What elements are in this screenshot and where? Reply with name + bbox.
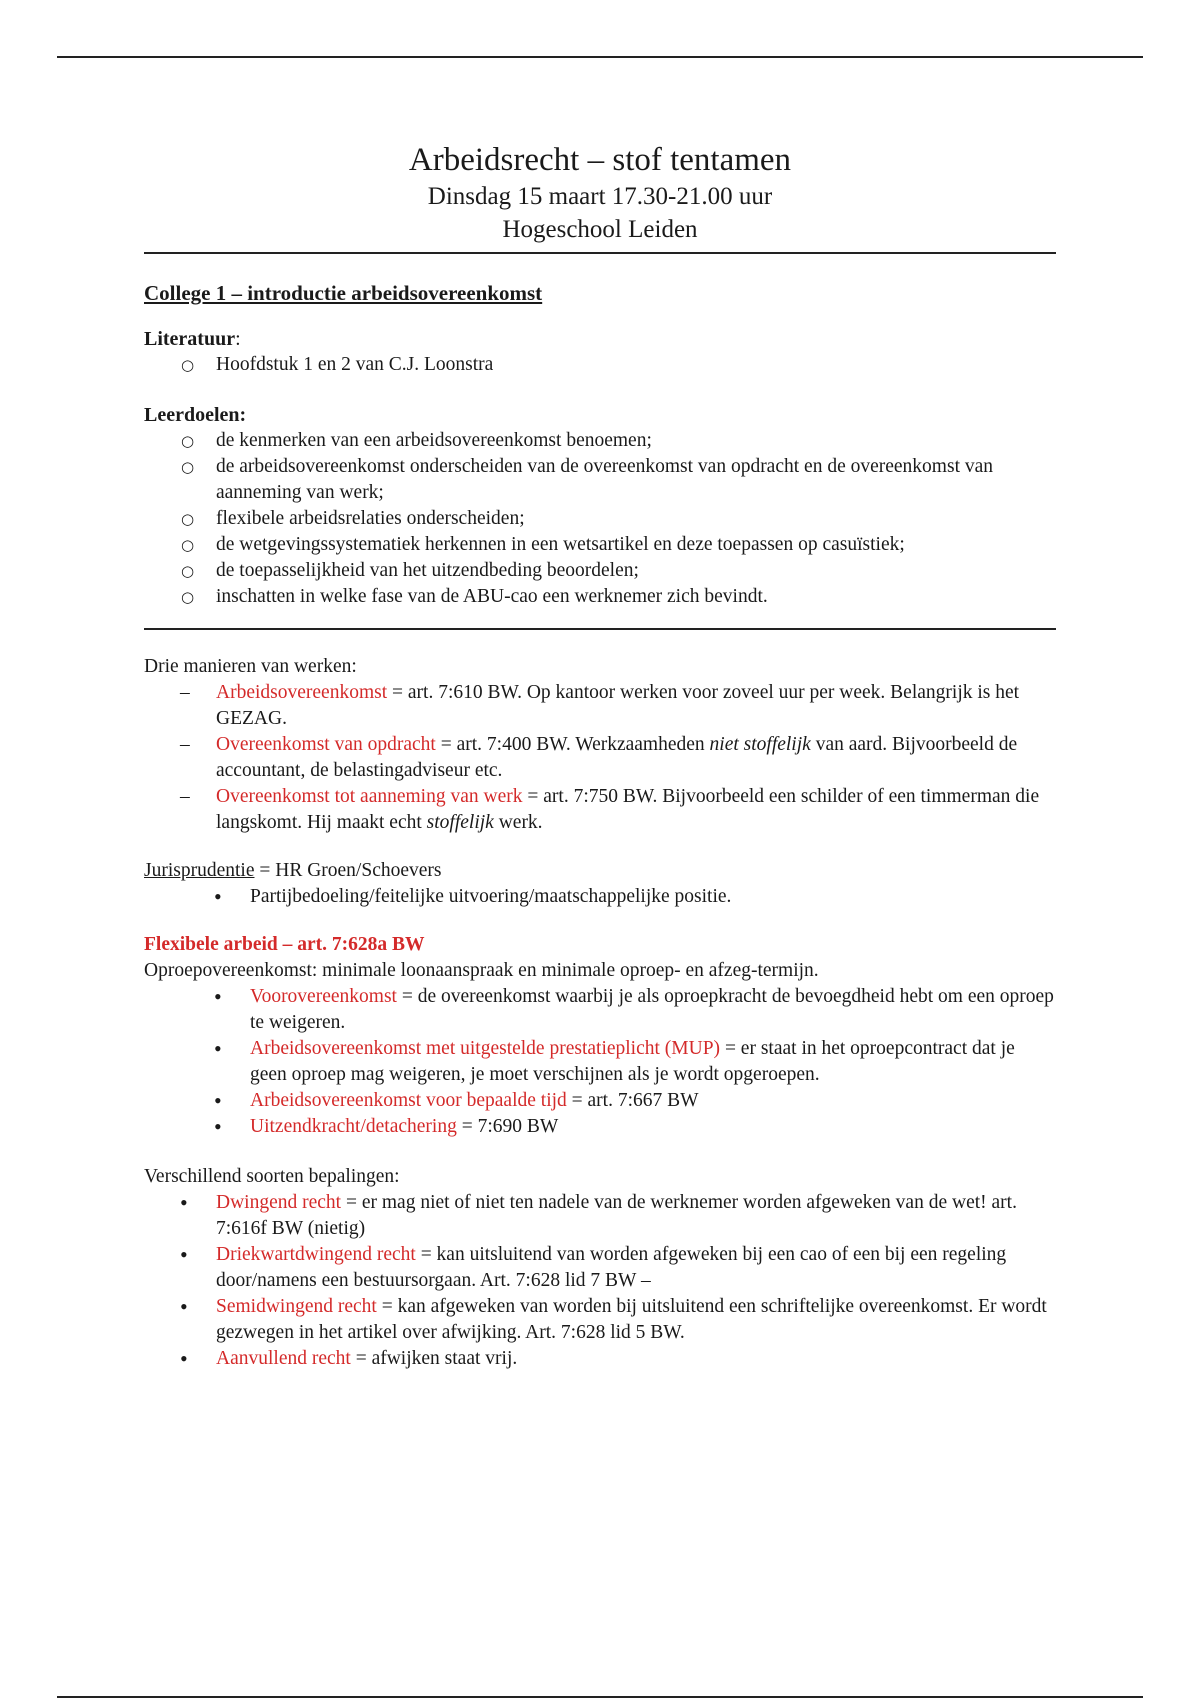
bullet-icon: •: [180, 1242, 188, 1267]
flexibel-intro: Oproepovereenkomst: minimale loonaanspraak en minimale oproep- en afzeg-termijn.: [144, 960, 819, 981]
bepalingen-intro: Verschillend soorten bepalingen:: [144, 1166, 400, 1187]
bullet-icon: •: [214, 884, 222, 909]
term-label: Arbeidsovereenkomst voor bepaalde tijd: [250, 1090, 567, 1111]
circle-bullet-icon: ○: [181, 510, 195, 528]
term-label: Arbeidsovereenkomst: [216, 682, 388, 703]
leerdoelen-list: [144, 428, 1056, 610]
term-definition: = art. 7:610 BW. Op kantoor werken voor zoveel uur per week. Belangrijk is het GEZAG.: [216, 682, 1020, 729]
werken-list: [144, 680, 1056, 836]
dash-bullet-icon: –: [180, 786, 190, 807]
list-item-text: de kenmerken van een arbeidsovereenkomst benoemen;: [216, 430, 652, 451]
list-item-text: Partijbedoeling/feitelijke uitvoering/maatschappelijke positie.: [250, 886, 732, 907]
list-item-text: flexibele arbeidsrelaties onderscheiden;: [216, 508, 525, 529]
term-definition: = de overeenkomst waarbij je als oproepkracht de bevoegdheid hebt om een oproep te weigeren.: [250, 986, 1054, 1033]
circle-bullet-icon: ○: [181, 562, 195, 580]
term-label: Voorovereenkomst: [250, 986, 397, 1007]
literatuur-list: [144, 352, 1056, 378]
emphasis: niet stoffelijk: [709, 734, 811, 755]
college-heading: College 1 – introductie arbeidsovereenkomst: [144, 281, 543, 305]
jurisprudentie-line: [144, 858, 1056, 884]
term-definition-cont: werk.: [493, 812, 543, 833]
jurisprudentie-list: [144, 884, 1056, 910]
list-item: [144, 1242, 1056, 1294]
jurisprudentie-label: Jurisprudentie: [144, 860, 255, 881]
term-label: Semidwingend recht: [216, 1296, 377, 1317]
list-item: [144, 680, 1056, 732]
circle-bullet-icon: ○: [181, 588, 195, 606]
literatuur-colon: :: [235, 328, 241, 350]
term-label: Dwingend recht: [216, 1192, 342, 1213]
term-definition: = afwijken staat vrij.: [350, 1348, 518, 1369]
term-definition: = 7:690 BW: [456, 1116, 559, 1137]
list-item: [144, 1036, 1056, 1088]
term-label: Uitzendkracht/detachering: [250, 1116, 457, 1137]
term-label: Aanvullend recht: [216, 1348, 351, 1369]
top-rule: [57, 56, 1143, 58]
list-item: [144, 984, 1056, 1036]
list-item-text: inschatten in welke fase van de ABU-cao een werknemer zich bevindt.: [216, 586, 768, 607]
list-item: [144, 558, 1056, 584]
dash-bullet-icon: –: [180, 682, 190, 703]
emphasis: stoffelijk: [426, 812, 494, 833]
list-item: [144, 584, 1056, 610]
bullet-icon: •: [214, 984, 222, 1009]
bullet-icon: •: [180, 1294, 188, 1319]
list-item: [144, 532, 1056, 558]
document-page: [144, 140, 1056, 1372]
jurisprudentie-case: = HR Groen/Schoevers: [254, 860, 442, 881]
list-item: [144, 884, 1056, 910]
list-item: [144, 1088, 1056, 1114]
term-definition: = er mag niet of niet ten nadele van de werknemer worden afgeweken van de wet! art. 7:616f BW (nietig): [216, 1192, 1017, 1239]
list-item: [144, 1114, 1056, 1140]
list-item-text: de arbeidsovereenkomst onderscheiden van de overeenkomst van opdracht en de overeenkomst van aanneming van werk;: [216, 456, 994, 503]
term-definition: = art. 7:400 BW. Werkzaamheden: [435, 734, 710, 755]
list-item: [144, 454, 1056, 506]
exam-location: Hogeschool Leiden: [502, 216, 698, 243]
list-item: [144, 352, 1056, 378]
term-definition: = kan uitsluitend van worden afgeweken bij een cao of een bij een regeling door/namens een bestuursorgaan. Art. 7:628 lid 7 BW –: [216, 1244, 1007, 1291]
term-definition: = kan afgeweken van worden bij uitsluitend een schriftelijke overeenkomst. Er wordt gezwegen in het artikel over afwijking. Art. 7:628 lid 5 BW.: [216, 1296, 1047, 1343]
circle-bullet-icon: ○: [181, 356, 195, 374]
list-item: [144, 1346, 1056, 1372]
literatuur-label: Literatuur: [144, 328, 236, 350]
bullet-icon: •: [180, 1346, 188, 1371]
term-definition: = art. 7:750 BW. Bijvoorbeeld een schilder of een timmerman die langskomt. Hij maakt echt: [216, 786, 1040, 833]
circle-bullet-icon: ○: [181, 432, 195, 450]
bullet-icon: •: [214, 1114, 222, 1139]
page-title: Arbeidsrecht – stof tentamen: [408, 142, 792, 178]
list-item: [144, 506, 1056, 532]
flexibel-heading: Flexibele arbeid – art. 7:628a BW: [144, 934, 425, 955]
circle-bullet-icon: ○: [181, 536, 195, 554]
term-definition-cont: van aard. Bijvoorbeeld de accountant, de belastingadviseur etc.: [216, 734, 1018, 781]
section-divider: [144, 628, 1056, 630]
list-item: [144, 1294, 1056, 1346]
term-definition: = er staat in het oproepcontract dat je geen oproep mag weigeren, je moet verschijnen als je wordt opgeroepen.: [250, 1038, 1015, 1085]
bullet-icon: •: [214, 1036, 222, 1061]
list-item-text: de wetgevingssystematiek herkennen in een wetsartikel en deze toepassen op casuïstiek;: [216, 534, 905, 555]
term-label: Arbeidsovereenkomst met uitgestelde prestatieplicht (MUP): [250, 1038, 721, 1059]
bepalingen-list: [144, 1190, 1056, 1372]
term-definition: = art. 7:667 BW: [566, 1090, 699, 1111]
circle-bullet-icon: ○: [181, 458, 195, 476]
list-item: [144, 428, 1056, 454]
bullet-icon: •: [180, 1190, 188, 1215]
list-item: [144, 784, 1056, 836]
bullet-icon: •: [214, 1088, 222, 1113]
list-item-text: de toepasselijkheid van het uitzendbeding beoordelen;: [216, 560, 639, 581]
term-label: Overeenkomst van opdracht: [216, 734, 436, 755]
term-label: Overeenkomst tot aanneming van werk: [216, 786, 523, 807]
list-item: [144, 1190, 1056, 1242]
list-item: [144, 732, 1056, 784]
term-label: Driekwartdwingend recht: [216, 1244, 416, 1265]
exam-date: Dinsdag 15 maart 17.30-21.00 uur: [427, 183, 773, 210]
list-item-text: Hoofdstuk 1 en 2 van C.J. Loonstra: [216, 354, 494, 375]
werken-intro: Drie manieren van werken:: [144, 656, 357, 677]
flexibel-list: [144, 984, 1056, 1140]
dash-bullet-icon: –: [180, 734, 190, 755]
bottom-rule: [57, 1696, 1143, 1698]
literatuur-heading: [144, 326, 1056, 352]
header-divider: [144, 252, 1056, 254]
leerdoelen-heading: Leerdoelen:: [144, 404, 247, 426]
